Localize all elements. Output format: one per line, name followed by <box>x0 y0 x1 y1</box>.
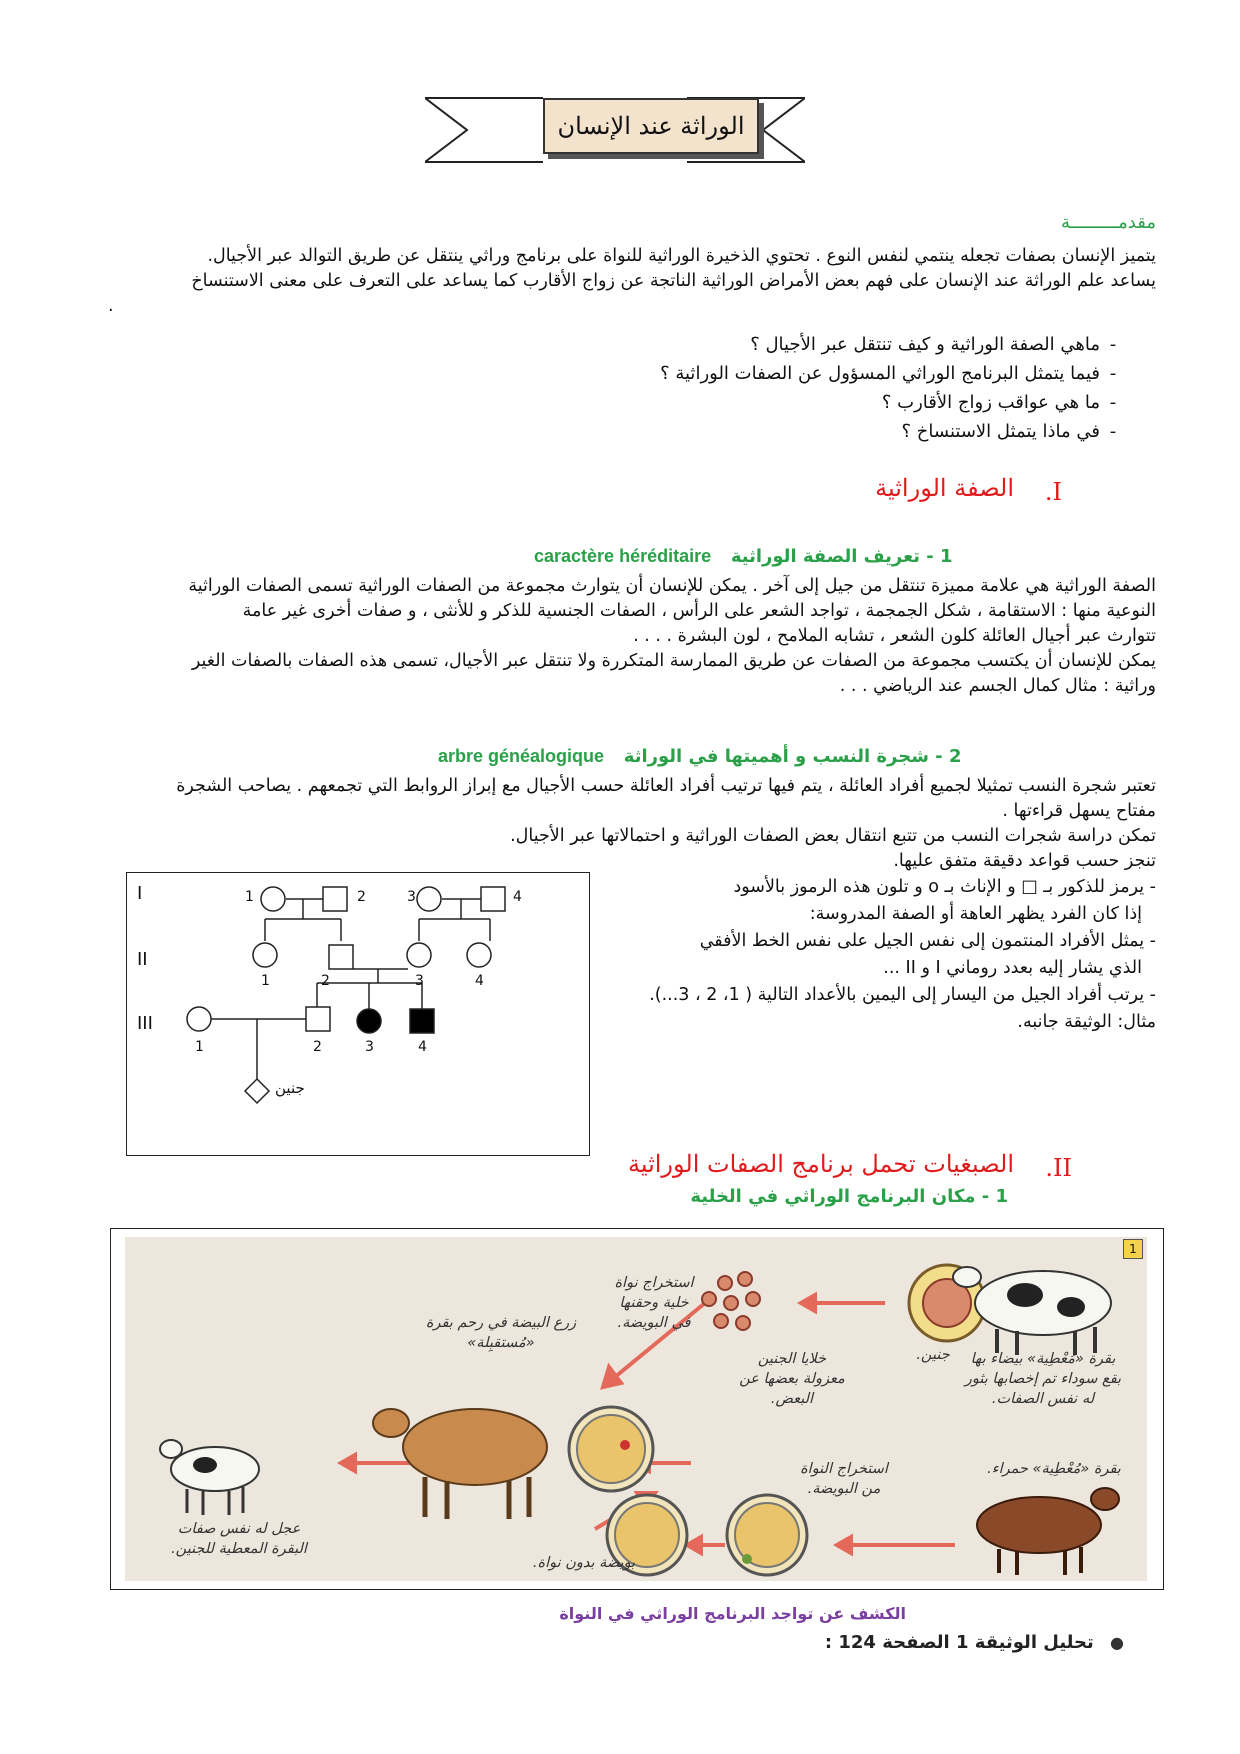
affected-male-symbol <box>410 1009 434 1033</box>
intro-paragraph <box>96 244 1156 319</box>
subsection-1-2-body <box>76 774 1156 874</box>
pedigree-lines <box>127 873 589 1155</box>
text-line: الصفة الوراثية هي علامة مميزة تنتقل من جيل إلى آخر . يمكن للإنسان أن يتوارث مجموعة من الصفات الوراثية تسمى الصفات الوراثية <box>188 576 1156 596</box>
individual-number: 3 <box>415 973 424 989</box>
subsection-1-2-ar: 2 - شجرة النسب و أهميتها في الوراثة <box>623 746 962 767</box>
question-item: -في ماذا يتمثل الاستنساخ ؟ <box>901 421 1117 442</box>
female-symbol <box>261 887 285 911</box>
text-line: يمكن للإنسان أن يكتسب مجموعة من الصفات عن طريق الممارسة المتكررة ولا تنتقل عبر الأجيال، تسمى هذه الصفات بالصفات الغير <box>191 651 1156 671</box>
individual-number: 4 <box>513 889 522 905</box>
text-line: تمكن دراسة شجرات النسب من تتبع انتقال بعض الصفات الوراثية و احتمالاتها عبر الأجيال. <box>510 826 1156 846</box>
subsection-1-1-body <box>86 574 1156 699</box>
question-item: -فيما يتمثل البرنامج الوراثي المسؤول عن الصفات الوراثية ؟ <box>660 363 1117 384</box>
fetus-symbol <box>245 1079 269 1103</box>
section-1-title: الصفة الوراثية <box>875 474 1014 502</box>
intro-line-3: . <box>108 296 114 316</box>
subsection-1-1-heading <box>534 546 953 567</box>
individual-number: 1 <box>245 889 254 905</box>
title-banner <box>425 90 805 170</box>
intro-line-2: يساعد علم الوراثة عند الإنسان على فهم بعض الأمراض الوراثية الناتجة عن زواج الأقارب كما يساعد على التعرف على معنى الاستنساخ <box>191 271 1156 291</box>
female-symbol <box>407 943 431 967</box>
figure-illustration <box>125 1237 1147 1581</box>
generation-label: II <box>137 949 148 970</box>
red-cow-icon <box>977 1488 1119 1575</box>
intro-heading: مقدمـــــــــة <box>1061 212 1156 233</box>
question-item: -ماهي الصفة الوراثية و كيف تنتقل عبر الأجيال ؟ <box>750 334 1117 355</box>
text-line: تنجز حسب قواعد دقيقة متفق عليها. <box>893 851 1156 871</box>
male-symbol <box>323 887 347 911</box>
individual-number: 3 <box>407 889 416 905</box>
label-implant: زرع البيضة في رحم بقرة «مُستقبِلة» <box>425 1315 577 1351</box>
subsection-1-2-fr: arbre généalogique <box>438 746 605 766</box>
individual-number: 4 <box>475 973 484 989</box>
individual-number: 4 <box>418 1039 427 1055</box>
label-embryo-cells: خلايا الجنين معزولة بعضها عن البعض. <box>739 1351 845 1407</box>
male-symbol <box>329 945 353 969</box>
individual-number: 3 <box>365 1039 374 1055</box>
female-symbol <box>253 943 277 967</box>
label-nucleus-extract: استخراج نواة خلية وحقنها في البويضة. <box>614 1275 694 1331</box>
subsection-2-1-heading: 1 - مكان البرنامج الوراثي في الخلية <box>690 1186 1008 1207</box>
subsection-1-1-ar: 1 - تعريف الصفة الوراثية <box>730 546 953 567</box>
subsection-1-2-heading <box>438 746 961 767</box>
female-symbol <box>467 943 491 967</box>
rule-line: - يرمز للذكور بـ □ و الإناث بـ o و تلون هذه الرموز بالأسود <box>733 877 1156 897</box>
label-egg-extract: استخراج النواة من البويضة. <box>800 1461 888 1497</box>
rule-line: الذي يشار إليه بعدد روماني I و II ... <box>883 958 1142 978</box>
generation-label: III <box>137 1013 153 1034</box>
rule-line: مثال: الوثيقة جانبه. <box>1017 1012 1156 1032</box>
text-line: النوعية منها : الاستقامة ، شكل الجمجمة ، تواجد الشعر على الرأس ، الصفات الجنسية للذكر و للأنثى ، و صفات أخرى غير عامة <box>242 601 1156 621</box>
generation-label: I <box>137 883 143 904</box>
individual-number: 1 <box>261 973 270 989</box>
section-1-number: I. <box>1044 478 1062 506</box>
female-symbol <box>417 887 441 911</box>
affected-female-symbol <box>357 1009 381 1033</box>
intro-line-1: يتميز الإنسان بصفات تجعله ينتمي لنفس النوع . تحتوي الذخيرة الوراثية للنواة على برنامج وراثي ينتقل عن طريق التوالد عبر الأجيال. <box>207 246 1156 266</box>
calf-icon <box>160 1440 259 1515</box>
question-item: -ما هي عواقب زواج الأقارب ؟ <box>881 392 1117 413</box>
figure-number: 1 <box>1123 1239 1143 1259</box>
text-line: وراثية : مثال كمال الجسم عند الرياضي . . . <box>839 676 1156 696</box>
label-giver-red: بقرة «مُعْطِية» حمراء. <box>987 1461 1121 1477</box>
individual-number: 2 <box>321 973 330 989</box>
subsection-1-1-fr: caractère héréditaire <box>534 546 712 566</box>
text-line: تعتبر شجرة النسب تمثيلا لجميع أفراد العائلة ، يتم فيها ترتيب أفراد العائلة حسب الأجيال مع إبراز الروابط التي تجمعهم . يصاحب الشجرة <box>176 776 1156 796</box>
individual-number: 1 <box>195 1039 204 1055</box>
label-giver-bw: بقرة «مُعْطِية» بيضاء بها بقع سوداء تم إخصابها بثور له نفس الصفات. <box>964 1351 1122 1407</box>
female-symbol <box>187 1007 211 1031</box>
text-line: تتوارث عبر أجيال العائلة كلون الشعر ، تشابه الملامح ، لون البشرة . . . . <box>633 626 1156 646</box>
individual-number: 2 <box>313 1039 322 1055</box>
cloning-figure <box>110 1228 1164 1590</box>
label-calf: عجل له نفس صفات البقرة المعطية للجنين. <box>171 1521 307 1557</box>
male-symbol <box>481 887 505 911</box>
rule-line: - يمثل الأفراد المنتمون إلى نفس الجيل على نفس الخط الأفقي <box>699 931 1156 951</box>
pedigree-tree <box>126 872 590 1156</box>
question-list <box>660 330 1126 446</box>
rule-line: - يرتب أفراد الجيل من اليسار إلى اليمين بالأعداد التالية ( 1، 2 ، 3...). <box>649 985 1156 1005</box>
rule-line: إذا كان الفرد يظهر العاهة أو الصفة المدروسة: <box>809 904 1142 924</box>
text-line: مفتاح يسهل قراءتها . <box>1002 801 1156 821</box>
analysis-task: ● تحليل الوثيقة 1 الصفحة 124 : <box>824 1632 1124 1653</box>
figure-caption: الكشف عن تواجد البرنامج الوراثي في النواة <box>559 1604 906 1623</box>
label-embryo: جنين. <box>916 1347 950 1363</box>
section-2-number: II. <box>1045 1154 1072 1182</box>
male-symbol <box>306 1007 330 1031</box>
page-title: الوراثة عند الإنسان <box>543 98 759 154</box>
bullet-icon: ● <box>1110 1633 1124 1652</box>
white-black-cow-icon <box>953 1267 1111 1355</box>
section-2-title: الصبغيات تحمل برنامج الصفات الوراثية <box>627 1150 1014 1178</box>
label-egg-no-nucleus: بويضة بدون نواة. <box>532 1555 636 1571</box>
pedigree-rules <box>586 874 1156 1036</box>
fetus-label: جنين <box>275 1079 305 1097</box>
individual-number: 2 <box>357 889 366 905</box>
